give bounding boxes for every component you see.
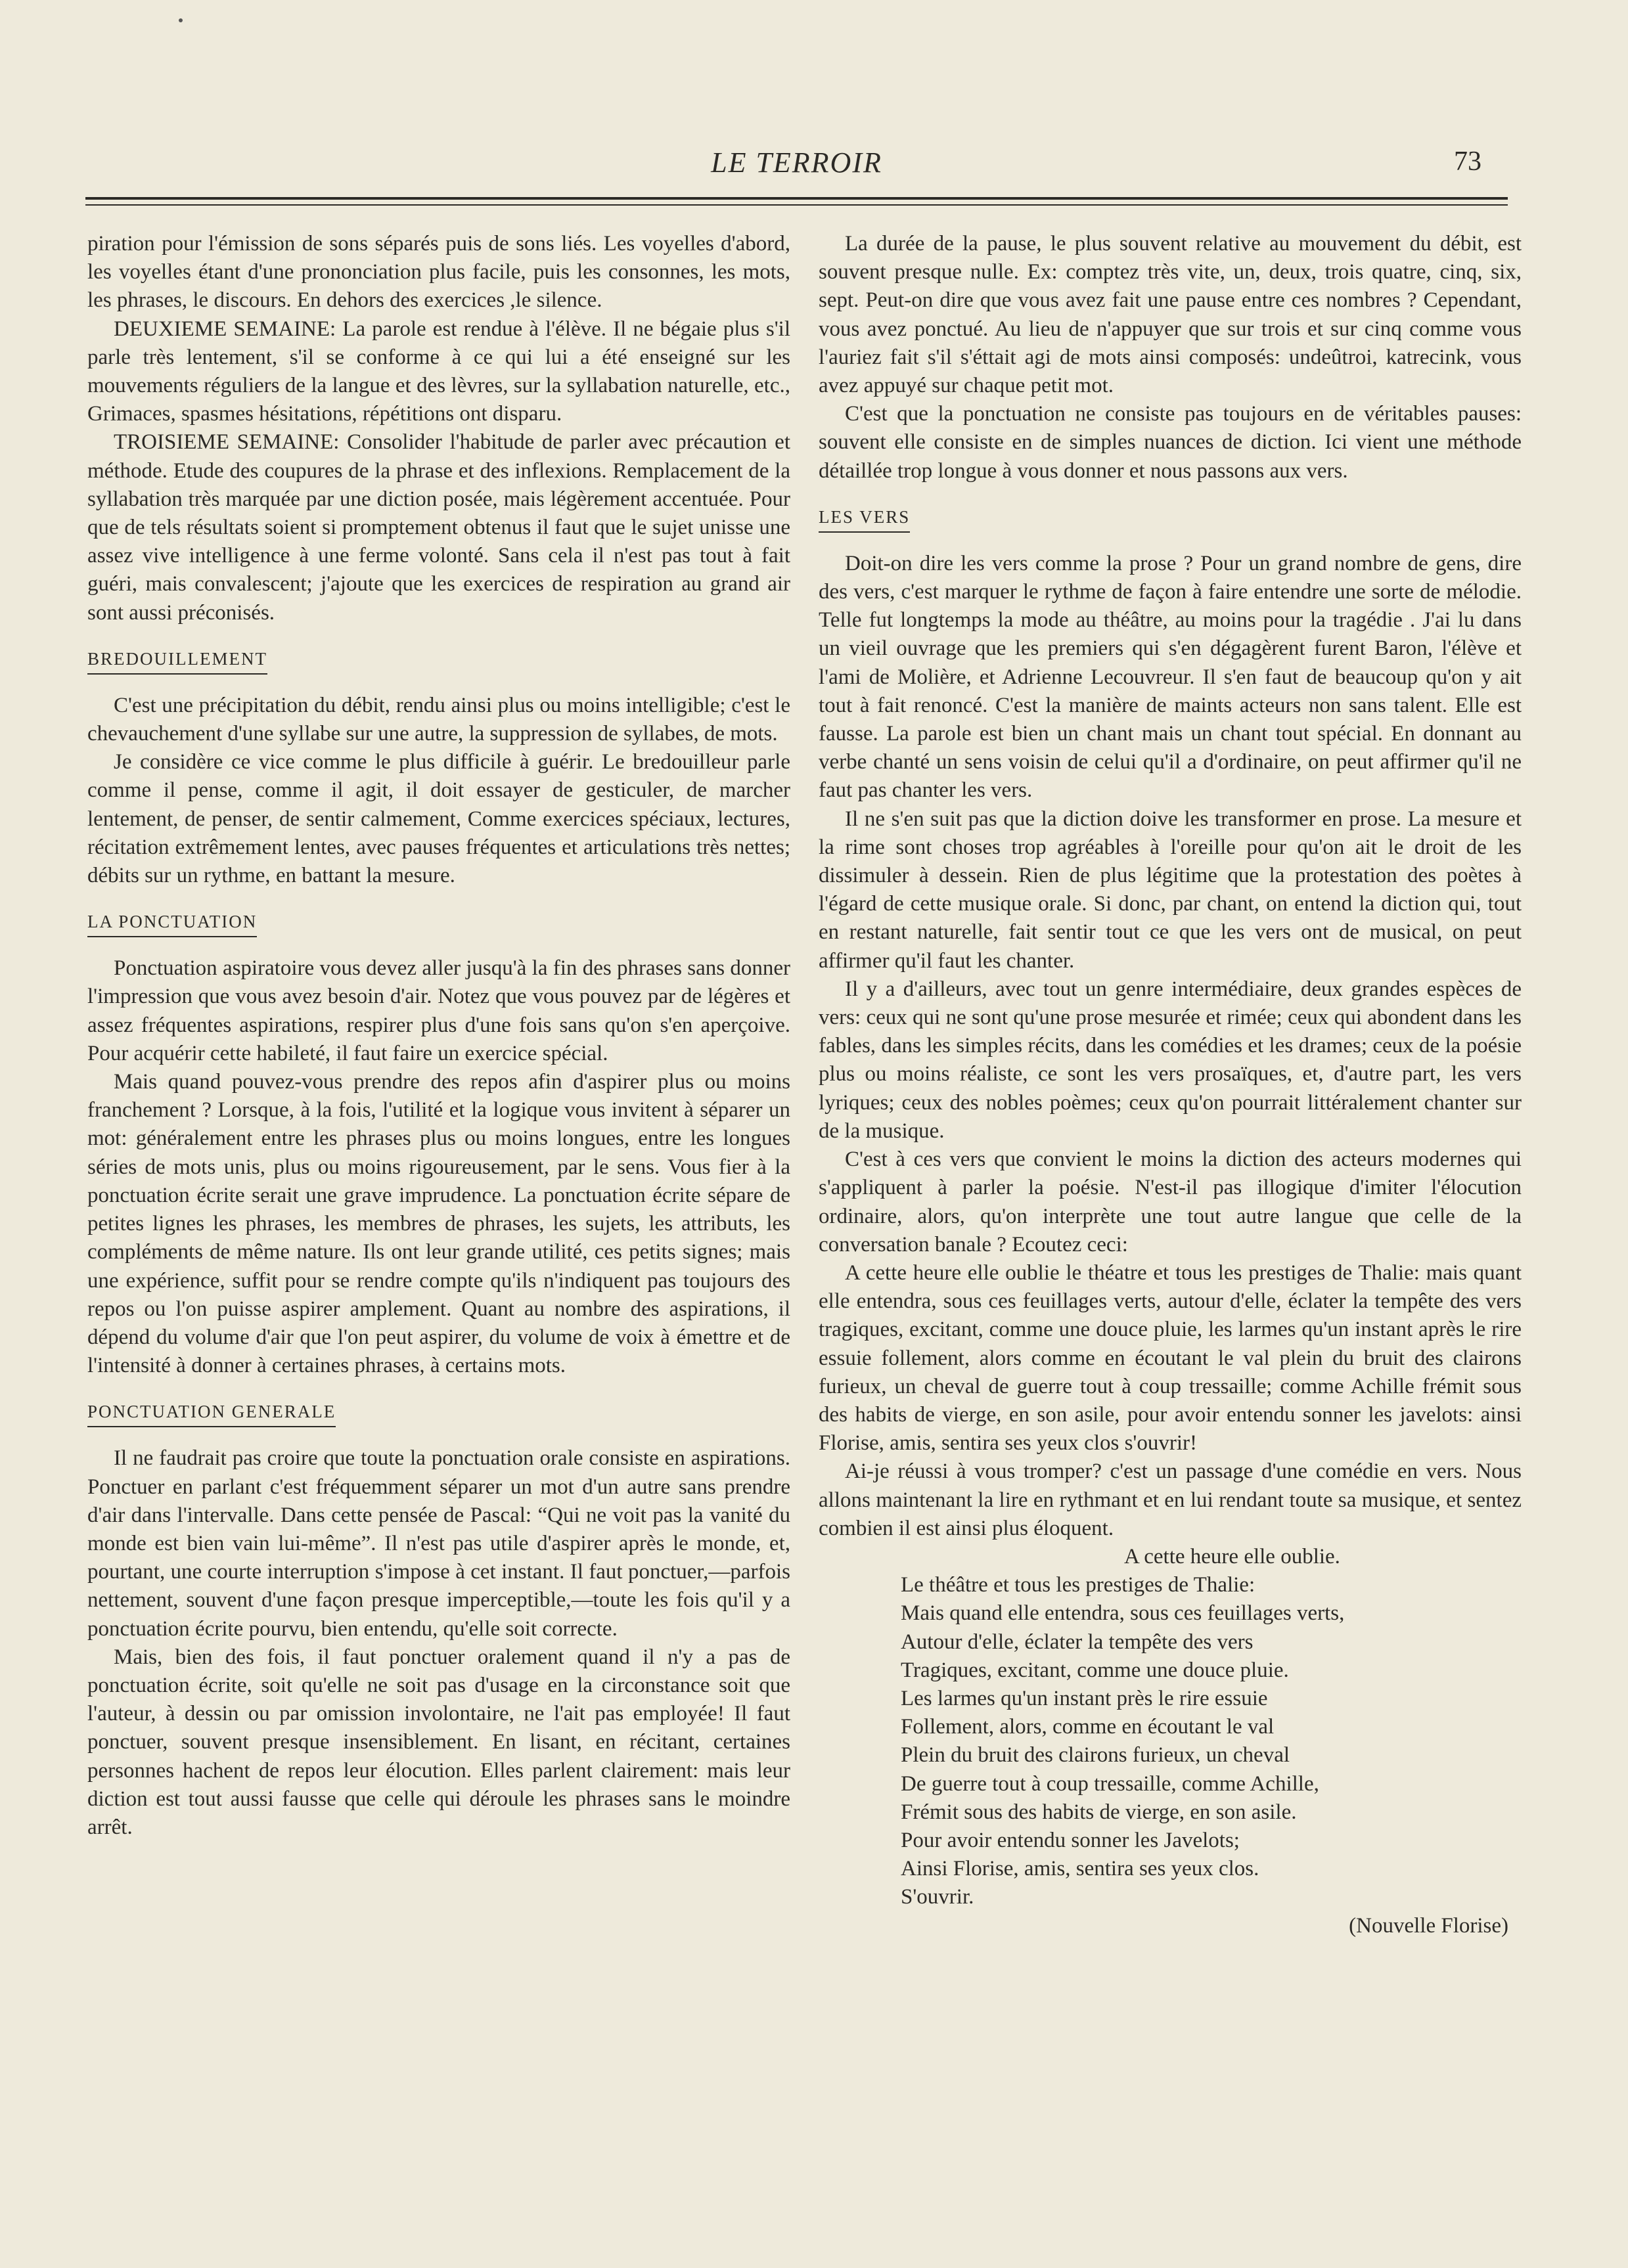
right-column [819,230,1522,1940]
section-heading-bredouillement: BREDOUILLEMENT [87,647,267,675]
verse-line: Tragiques, excitant, comme une douce pluie. [901,1658,1289,1682]
section-heading-ponctuation: LA PONCTUATION [87,910,257,937]
section-heading-les-vers: LES VERS [819,505,910,533]
verse-line: Les larmes qu'un instant près le rire essuie [901,1686,1268,1710]
paragraph: Ai-je réussi à vous tromper? c'est un passage d'une comédie en vers. Nous allons maintenant la lire en rythmant et en lui rendant toute sa musique, et sentez combien il est ainsi plus éloquent. [819,1459,1522,1540]
verse-line: Autour d'elle, éclater la tempête des vers [901,1630,1254,1654]
paragraph: Mais, bien des fois, il faut ponctuer oralement quand il n'y a pas de ponctuation écrite, soit qu'elle ne soit pas d'usage en la circonstance soit que l'auteur, à dessin ou par omission involontaire, ne l'ait pas employée! Il faut ponctuer, souvent presque insensiblement. En lisant, en récitant, certaines personnes hachent de repos leur élocution. Elles parlent clairement: mais leur diction est tout aussi fausse que celle qui déroule les phrases sans le moindre arrêt. [87,1645,790,1839]
verse-line: A cette heure elle oublie. [1124,1544,1340,1568]
running-header [85,146,1508,185]
verse-line: De guerre tout à coup tressaille, comme Achille, [901,1771,1319,1796]
verse-line: Follement, alors, comme en écoutant le val [901,1715,1275,1739]
verse-line: Frémit sous des habits de vierge, en son asile. [901,1800,1297,1824]
verse-line: Plein du bruit des clairons furieux, un cheval [901,1743,1290,1768]
paragraph: C'est que la ponctuation ne consiste pas toujours en de véritables pauses: souvent elle consiste en de simples nuances de diction. Ici vient une méthode détaillée trop longue à vous donner et nous passons aux vers. [819,402,1522,483]
speck [179,18,183,22]
page-number: 73 [1454,146,1481,177]
paragraph: C'est à ces vers que convient le moins la diction des acteurs modernes qui s'appliquent à parler la poésie. N'est-il pas illogique d'imiter l'élocution ordinaire, alors, qu'on interprète une tout autre langue que celle de la conversation banale ? Ecoutez ceci: [819,1147,1522,1256]
paragraph: TROISIEME SEMAINE: Consolider l'habitude de parler avec précaution et méthode. Etude des coupures de la phrase et des inflexions. Remplacement de la syllabation très marquée par une diction posée, mais légèrement accentuée. Pour que de tels résultats soient si promptement obtenus il faut que le sujet unisse une assez vive intelligence à une ferme volonté. Sans cela il n'est pas tout à fait guéri, mais convalescent; j'ajoute que les exercices de respiration au grand air sont aussi préconisés. [87,430,790,625]
paragraph: piration pour l'émission de sons séparés puis de sons liés. Les voyelles d'abord, les voyelles étant d'une prononciation plus facile, puis les consonnes, les mots, les phrases, le discours. En dehors des exercices ,le silence. [87,232,790,313]
verse-line: S'ouvrir. [901,1885,974,1909]
attribution: (Nouvelle Florise) [1349,1913,1508,1938]
paragraph: Il y a d'ailleurs, avec tout un genre intermédiaire, deux grandes espèces de vers: ceux qui ne sont qu'une prose mesurée et rimée; ceux qui abondent dans les fables, dans les simples récits, dans les comédies et les drames; ceux de la poésie plus ou moins réaliste, ce sont les vers prosaïques, et, d'autre part, les vers lyriques; ceux des nobles poèmes; ceux qu'on pourrait littéralement chanter sur de la musique. [819,977,1522,1143]
paragraph: A cette heure elle oublie le théatre et tous les prestiges de Thalie: mais quant elle entendra, sous ces feuillages verts, autour d'elle, éclater la tempête des vers tragiques, excitant, comme une douce pluie, les larmes qu'un instant après le rire essuie follement, alors comme en écoutant le val plein du bruit des clairons furieux, un cheval de guerre tout à coup tressaille; comme Achille frémit sous des habits de vierge, en son asile, pour avoir entendu sonner les javelots: ainsi Florise, amis, sentira ses yeux clos s'ouvrir! [819,1260,1522,1456]
verse-block [901,1543,1522,1912]
paragraph: Il ne faudrait pas croire que toute la ponctuation orale consiste en aspirations. Ponctuer en parlant c'est fréquemment séparer un mot d'un autre sans prendre d'air dans l'intervalle. Dans cette pensée de Pascal: “Qui ne voit pas la vanité du monde est bien vain lui-même”. Il n'est pas utile d'aspirer après le monde, et, pourtant, une courte interruption s'impose à cet instant. Il faut ponctuer,—parfois nettement, souvent d'une façon presque imperceptible,—toute les fois qu'il y a ponctuation écrite pourvu, bien entendu, qu'elle soit correcte. [87,1446,790,1641]
paragraph: Mais quand pouvez-vous prendre des repos afin d'aspirer plus ou moins franchement ? Lorsque, à la fois, l'utilité et la logique vous invitent à séparer un mot: généralement entre les phrases plus ou moins longues, entre les longues séries de mots unis, plus ou moins rigoureusement, par le sens. Vous fier à la ponctuation écrite serait une grave imprudence. La ponctuation écrite sépare de petites lignes les phrases, les membres de phrases, les sujets, les attributs, les compléments de même nature. Ils ont leur grande utilité, ces petits signes; mais une expérience, suffit pour se rendre compte qu'ils n'indiquent pas toujours des repos ou l'on puisse aspirer amplement. Quant au nombre des aspirations, il dépend du volume d'air que l'on peut aspirer, du volume de voix à émettre et de l'intensité à donner à certaines phrases, à certains mots. [87,1070,790,1378]
paragraph: Ponctuation aspiratoire vous devez aller jusqu'à la fin des phrases sans donner l'impression que vous avez besoin d'air. Notez que vous pouvez par de légères et assez fréquentes aspirations, respirer plus d'une fois sans qu'on s'en aperçoive. Pour acquérir cette habileté, il faut faire un exercice spécial. [87,956,790,1065]
header-rule-bottom [85,204,1508,206]
paragraph: Doit-on dire les vers comme la prose ? Pour un grand nombre de gens, dire des vers, c'est marquer le rythme de façon à faire entendre une sorte de mélodie. Telle fut longtemps la mode au théâtre, au moins pour la tragédie . J'ai lu dans un vieil ouvrage que les premiers qui s'en dégagèrent furent Baron, l'élève et l'ami de Molière, et Adrienne Lecouvreur. Il s'en faut de beaucoup qu'on y ait tout à fait renoncé. C'est la manière de maints acteurs non sans talent. Elle est fausse. La parole est bien un chant mais un chant tout spécial. En donnant au verbe chanté un sens voisin de celui qu'il a d'ordinaire, on peut affirmer qu'il ne faut pas chanter les vers. [819,551,1522,803]
paragraph: La durée de la pause, le plus souvent relative au mouvement du débit, est souvent presque nulle. Ex: comptez très vite, un, deux, trois quatre, cinq, six, sept. Peut-on dire que vous avez fait une pause entre ces nombres ? Cependant, vous avez ponctué. Au lieu de n'appuyer que sur trois et sur cinq comme vous l'auriez fait s'il s'éttait agi de mots ainsi composés: undeûtroi, katrecink, vous avez appuyé sur chaque petit mot. [819,232,1522,398]
verse-line: Mais quand elle entendra, sous ces feuillages verts, [901,1601,1345,1626]
paragraph: DEUXIEME SEMAINE: La parole est rendue à l'élève. Il ne bégaie plus s'il parle très lentement, s'il se conforme à ce qui lui a été enseigné sur les mouvements réguliers de la langue et des lèvres, sur la syllabation naturelle, etc., Grimaces, spasmes hésitations, répétitions ont disparu. [87,317,790,426]
section-heading-ponctuation-generale: PONCTUATION GENERALE [87,1400,336,1427]
header-rule-top [85,197,1508,200]
verse-line: Le théâtre et tous les prestiges de Thalie: [901,1573,1255,1597]
verse-line: Pour avoir entendu sonner les Javelots; [901,1828,1240,1852]
paragraph: Il ne s'en suit pas que la diction doive les transformer en prose. La mesure et la rime sont choses trop agréables à l'oreille pour qu'on ait le droit de les dissimuler à dessein. Rien de plus légitime que la protestation des poètes à l'égard de cette musique orale. Si donc, par chant, on entend la diction qui, tout en restant naturelle, fait sentir tout ce que les vers ont de musical, on peut affirmer qu'il faut les chanter. [819,807,1522,973]
paragraph: Je considère ce vice comme le plus difficile à guérir. Le bredouilleur parle comme il pense, comme il agit, il doit essayer de gesticuler, de marcher lentement, de penser, de sentir calmement, Comme exercices spéciaux, lectures, récitation extrêmement lentes, avec pauses fréquentes et articulations très nettes; débits sur un rythme, en battant la mesure. [87,750,790,888]
journal-title: LE TERROIR [711,146,882,179]
paragraph: C'est une précipitation du débit, rendu ainsi plus ou moins intelligible; c'est le chevauchement d'une syllabe sur une autre, la suppression de syllabes, de mots. [87,693,790,746]
left-column [87,230,790,1842]
verse-line: Ainsi Florise, amis, sentira ses yeux clos. [901,1857,1259,1881]
